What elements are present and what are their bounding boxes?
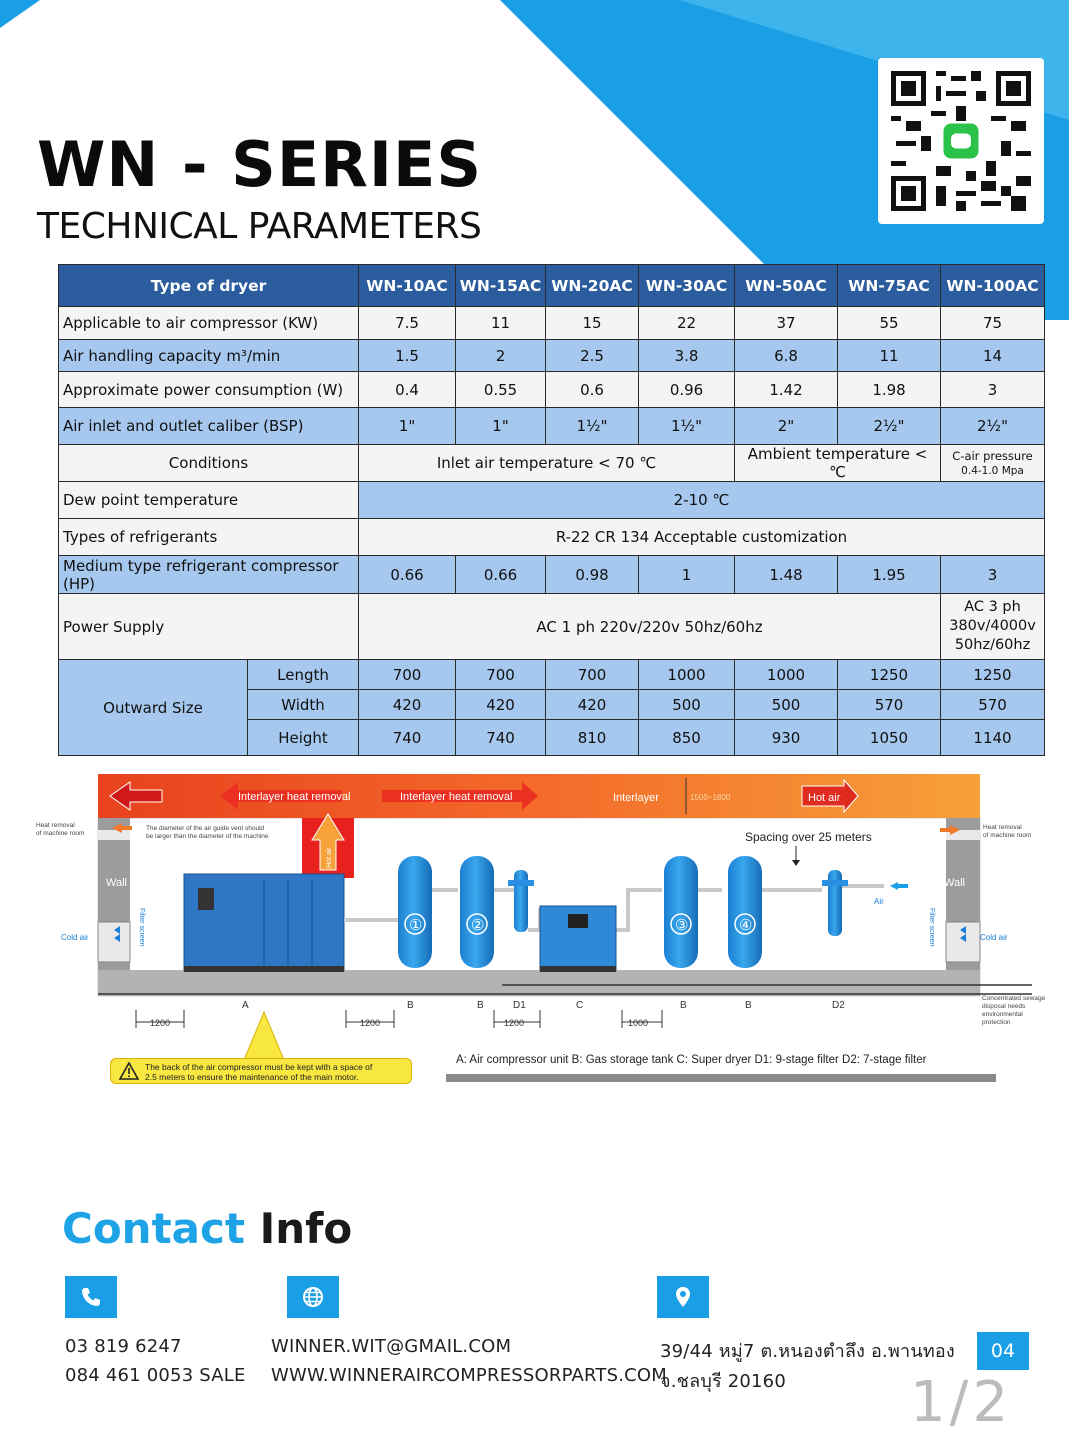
tank-number: ④ bbox=[739, 917, 753, 934]
row-label: Conditions bbox=[59, 445, 359, 482]
cell: 930 bbox=[735, 720, 838, 756]
duct-label: Hot air bbox=[326, 847, 333, 868]
interlayer-label: Interlayer bbox=[613, 792, 659, 804]
phone-number-sale[interactable]: 084 461 0053 SALE bbox=[65, 1365, 246, 1386]
cell: 2½" bbox=[941, 408, 1045, 445]
cell: 700 bbox=[359, 660, 456, 690]
row-label: Approximate power consumption (W) bbox=[59, 372, 359, 408]
filter-screen-label: Filter screen bbox=[928, 908, 935, 947]
row-label: Air inlet and outlet caliber (BSP) bbox=[59, 408, 359, 445]
position-letter: A bbox=[242, 1000, 249, 1011]
table-row bbox=[59, 660, 1045, 690]
type-header: Type of dryer bbox=[59, 265, 359, 307]
address-line: จ.ชลบุรี 20160 bbox=[660, 1371, 786, 1392]
cell: 0.66 bbox=[456, 556, 546, 594]
page-badge: 04 bbox=[977, 1332, 1029, 1370]
model-header: WN-75AC bbox=[838, 265, 941, 307]
cell: 37 bbox=[735, 307, 838, 340]
side-label: Heat removal bbox=[983, 824, 1022, 831]
side-label: of machine room bbox=[983, 832, 1032, 839]
wall-label: Wall bbox=[944, 877, 965, 889]
height-label: Height bbox=[248, 720, 359, 756]
side-label: Heat removal bbox=[36, 822, 75, 829]
cell: 500 bbox=[639, 690, 735, 720]
sewage-note: environmental bbox=[982, 1011, 1023, 1018]
table-row bbox=[59, 519, 1045, 556]
gas-storage-tank bbox=[460, 856, 494, 968]
gas-storage-tank bbox=[664, 856, 698, 968]
cell: 1050 bbox=[838, 720, 941, 756]
cell: 1.42 bbox=[735, 372, 838, 408]
cell: 700 bbox=[456, 660, 546, 690]
installation-diagram bbox=[32, 770, 1066, 1090]
phone-icon bbox=[65, 1276, 117, 1318]
email-link[interactable]: WINNER.WIT@GMAIL.COM bbox=[271, 1336, 512, 1357]
page-subtitle: TECHNICAL PARAMETERS bbox=[37, 206, 482, 247]
table-row bbox=[59, 408, 1045, 445]
cell: 0.55 bbox=[456, 372, 546, 408]
cell: 55 bbox=[838, 307, 941, 340]
interlayer-dimension: 1500~1800 bbox=[690, 793, 731, 802]
cell: 0.98 bbox=[546, 556, 639, 594]
cell: 1" bbox=[456, 408, 546, 445]
legend-bar bbox=[446, 1074, 996, 1082]
cold-air-label: Cold air bbox=[980, 933, 1008, 942]
super-dryer bbox=[540, 906, 616, 972]
cell: 3 bbox=[941, 556, 1045, 594]
cell: 11 bbox=[838, 340, 941, 372]
cell: 2.5 bbox=[546, 340, 639, 372]
filter-screen-label: Filter screen bbox=[138, 908, 145, 947]
side-label: of machine room bbox=[36, 830, 85, 837]
inlet-temperature: Inlet air temperature < 70 ℃ bbox=[359, 445, 735, 482]
position-letter: D2 bbox=[832, 1000, 845, 1011]
dimension-label: 1200 bbox=[504, 1018, 525, 1028]
cell: 740 bbox=[456, 720, 546, 756]
length-label: Length bbox=[248, 660, 359, 690]
phone-number[interactable]: 03 819 6247 bbox=[65, 1336, 182, 1357]
table-row bbox=[59, 307, 1045, 340]
ambient-temperature: Ambient temperature < ℃ bbox=[735, 445, 941, 482]
wall-label: Wall bbox=[106, 877, 127, 889]
website-link[interactable]: WWW.WINNERAIRCOMPRESSORPARTS.COM bbox=[271, 1365, 668, 1386]
location-pin-icon bbox=[657, 1276, 709, 1318]
cell: 0.66 bbox=[359, 556, 456, 594]
left-wall bbox=[98, 818, 130, 996]
cell: 0.96 bbox=[639, 372, 735, 408]
cell: 6.8 bbox=[735, 340, 838, 372]
tank-number: ② bbox=[471, 917, 485, 934]
qr-code-icon bbox=[891, 71, 1031, 211]
dimension-label: 1200 bbox=[150, 1018, 171, 1028]
row-label: Dew point temperature bbox=[59, 482, 359, 519]
cell: 570 bbox=[838, 690, 941, 720]
right-wall bbox=[946, 818, 980, 996]
position-letter: D1 bbox=[513, 1000, 526, 1011]
cold-air-label: Cold air bbox=[61, 933, 89, 942]
row-label: Medium type refrigerant compressor (HP) bbox=[59, 556, 359, 594]
table-row bbox=[59, 556, 1045, 594]
table-row bbox=[59, 445, 1045, 482]
cell: 420 bbox=[359, 690, 456, 720]
page-fraction: 1/2 bbox=[910, 1370, 1013, 1435]
model-header: WN-15AC bbox=[456, 265, 546, 307]
cell: 570 bbox=[941, 690, 1045, 720]
cell: 14 bbox=[941, 340, 1045, 372]
cell: 700 bbox=[546, 660, 639, 690]
warning-icon bbox=[119, 1062, 139, 1080]
cell: 3.8 bbox=[639, 340, 735, 372]
sewage-note: Concentrated sewage bbox=[982, 995, 1046, 1002]
cell: 15 bbox=[546, 307, 639, 340]
outward-size-label: Outward Size bbox=[59, 660, 248, 756]
position-letter: B bbox=[407, 1000, 414, 1011]
table-row bbox=[59, 372, 1045, 408]
table-row bbox=[59, 594, 1045, 660]
cell: 1 bbox=[639, 556, 735, 594]
cell: 850 bbox=[639, 720, 735, 756]
power-three-phase: AC 3 ph 380v/4000v 50hz/60hz bbox=[941, 594, 1045, 660]
cell: 1140 bbox=[941, 720, 1045, 756]
cell: 1" bbox=[359, 408, 456, 445]
qr-code[interactable] bbox=[878, 58, 1044, 224]
cell: 2½" bbox=[838, 408, 941, 445]
diagram-legend: A: Air compressor unit B: Gas storage tank C: Super dryer D1: 9-stage filter D2: 7-stage filter bbox=[456, 1054, 927, 1066]
cell: 1250 bbox=[838, 660, 941, 690]
cell: 740 bbox=[359, 720, 456, 756]
row-label: Air handling capacity m³/min bbox=[59, 340, 359, 372]
model-header: WN-10AC bbox=[359, 265, 456, 307]
cell: 420 bbox=[456, 690, 546, 720]
position-letter: C bbox=[576, 1000, 584, 1011]
cell: 500 bbox=[735, 690, 838, 720]
row-label: Applicable to air compressor (KW) bbox=[59, 307, 359, 340]
cell: 2 bbox=[456, 340, 546, 372]
model-header: WN-50AC bbox=[735, 265, 838, 307]
model-header: WN-30AC bbox=[639, 265, 735, 307]
cell: 420 bbox=[546, 690, 639, 720]
cell: 1.48 bbox=[735, 556, 838, 594]
dimension-label: 1200 bbox=[360, 1018, 381, 1028]
position-letter: B bbox=[477, 1000, 484, 1011]
cell: 1000 bbox=[639, 660, 735, 690]
width-label: Width bbox=[248, 690, 359, 720]
row-label: Types of refrigerants bbox=[59, 519, 359, 556]
table-row bbox=[59, 340, 1045, 372]
cell: 75 bbox=[941, 307, 1045, 340]
address-line: 39/44 หมู่7 ต.หนองตำลึง อ.พานทอง bbox=[660, 1341, 955, 1362]
dimension-label: 1000 bbox=[628, 1018, 649, 1028]
guide-note: The diameter of the air guide vent should bbox=[146, 825, 265, 832]
spacing-label: Spacing over 25 meters bbox=[745, 830, 872, 844]
contact-title: Contact Info bbox=[62, 1204, 353, 1253]
warning-text: The back of the air compressor must be kept with a space of 2.5 meters to ensure the maintenance of the main motor. bbox=[145, 1062, 373, 1082]
cell: 1½" bbox=[639, 408, 735, 445]
page-title: WN - SERIES bbox=[37, 128, 482, 201]
power-single-phase: AC 1 ph 220v/220v 50hz/60hz bbox=[359, 594, 941, 660]
sewage-note: disposal needs bbox=[982, 1003, 1026, 1010]
cell: 0.4 bbox=[359, 372, 456, 408]
air-label: Air bbox=[874, 897, 884, 906]
floor bbox=[98, 970, 980, 996]
cell: 1.95 bbox=[838, 556, 941, 594]
dew-point-value: 2-10 ℃ bbox=[359, 482, 1045, 519]
heat-removal-label: Interlayer heat removal bbox=[400, 791, 513, 803]
cell: 1.5 bbox=[359, 340, 456, 372]
position-letter: B bbox=[745, 1000, 752, 1011]
heat-removal-label: Interlayer heat removal bbox=[238, 791, 351, 803]
gas-storage-tank bbox=[728, 856, 762, 968]
cell: 810 bbox=[546, 720, 639, 756]
cell: 22 bbox=[639, 307, 735, 340]
hot-air-label: Hot air bbox=[808, 792, 841, 804]
guide-note: be larger than the diameter of the machine bbox=[146, 833, 269, 840]
cell: 1.98 bbox=[838, 372, 941, 408]
cell: 1250 bbox=[941, 660, 1045, 690]
row-label: Power Supply bbox=[59, 594, 359, 660]
model-header: WN-20AC bbox=[546, 265, 639, 307]
tank-number: ① bbox=[409, 917, 423, 934]
cell: 7.5 bbox=[359, 307, 456, 340]
position-letter: B bbox=[680, 1000, 687, 1011]
cell: 2" bbox=[735, 408, 838, 445]
cell: 1000 bbox=[735, 660, 838, 690]
spec-table bbox=[58, 264, 1045, 756]
gas-storage-tank bbox=[398, 856, 432, 968]
refrigerants-value: R-22 CR 134 Acceptable customization bbox=[359, 519, 1045, 556]
cell: 3 bbox=[941, 372, 1045, 408]
cell: 11 bbox=[456, 307, 546, 340]
globe-icon bbox=[287, 1276, 339, 1318]
tank-number: ③ bbox=[675, 917, 689, 934]
sewage-note: protection bbox=[982, 1019, 1011, 1026]
cell: 1½" bbox=[546, 408, 639, 445]
table-row bbox=[59, 482, 1045, 519]
cair-pressure: C-air pressure 0.4-1.0 Mpa bbox=[941, 445, 1045, 482]
header-row bbox=[59, 265, 1045, 307]
model-header: WN-100AC bbox=[941, 265, 1045, 307]
maintenance-warning bbox=[110, 1058, 412, 1084]
cell: 0.6 bbox=[546, 372, 639, 408]
